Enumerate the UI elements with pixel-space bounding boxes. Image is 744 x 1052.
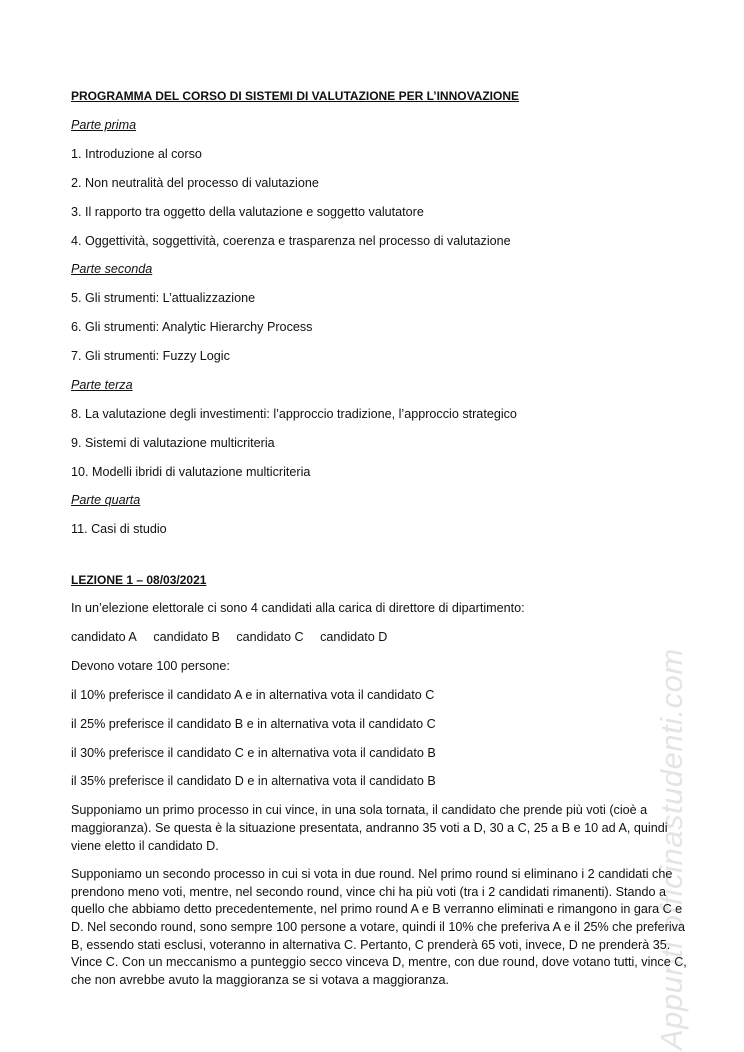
program-item: 10. Modelli ibridi di valutazione multicriteria xyxy=(71,464,311,479)
preference-line: il 35% preferisce il candidato D e in alternativa vota il candidato B xyxy=(71,774,436,789)
course-program-heading: PROGRAMMA DEL CORSO DI SISTEMI DI VALUTAZIONE PER L’INNOVAZIONE xyxy=(71,89,520,103)
lesson-paragraph: Supponiamo un secondo processo in cui si vota in due round. Nel primo round si eliminano i 2 candidati che prendono meno voti, mentre, nel secondo round, vince chi ha più voti (tra i 2 candidati rimanenti). Stando a quello che abbiamo detto precedentemente, nel primo round A e B verranno eliminati e rimangono in gara C e D. Nel secondo round, sono sempre 100 persone a votare, quindi il 10% che preferiva A e il 25% che preferiva B, essendo stati esclusi, voteranno in alternativa C. Pertanto, C prenderà 65 voti, invece, D ne prenderà 35. Vince C. Con un meccanismo a punteggio secco vinceva D, mentre, con due round, dove votano tutti, vince C, che non avrebbe avuto la maggioranza se si votava a maggioranza. xyxy=(71,867,687,987)
document-body xyxy=(71,88,691,1001)
lesson-section xyxy=(71,572,691,989)
program-item: 6. Gli strumenti: Analytic Hierarchy Process xyxy=(71,320,313,335)
lesson-heading: LEZIONE 1 – 08/03/2021 xyxy=(71,573,207,588)
lesson-intro: In un’elezione elettorale ci sono 4 candidati alla carica di direttore di dipartimento: xyxy=(71,601,525,616)
program-item: 2. Non neutralità del processo di valutazione xyxy=(71,175,319,190)
program-item: 1. Introduzione al corso xyxy=(71,146,202,161)
program-item: 9. Sistemi di valutazione multicriteria xyxy=(71,435,275,450)
candidate-label: candidato D xyxy=(320,630,388,645)
candidate-label: candidato A xyxy=(71,630,137,645)
preference-line: il 30% preferisce il candidato C e in alternativa vota il candidato B xyxy=(71,745,436,760)
program-item: 4. Oggettività, soggettività, coerenza e trasparenza nel processo di valutazione xyxy=(71,233,511,248)
part-heading: Parte terza xyxy=(71,377,133,392)
preference-line: il 10% preferisce il candidato A e in alternativa vota il candidato C xyxy=(71,687,435,702)
preference-line: il 25% preferisce il candidato B e in alternativa vota il candidato C xyxy=(71,716,436,731)
part-section xyxy=(71,261,691,366)
voters-line: Devono votare 100 persone: xyxy=(71,658,230,673)
program-item: 8. La valutazione degli investimenti: l’approccio tradizione, l’approccio strategico xyxy=(71,406,517,421)
candidate-label: candidato C xyxy=(236,630,304,645)
part-section xyxy=(71,492,691,539)
watermark-text: Appunti officinastudenti.com xyxy=(654,648,689,1050)
program-item: 5. Gli strumenti: L’attualizzazione xyxy=(71,291,256,306)
lesson-paragraph: Supponiamo un primo processo in cui vince, in una sola tornata, il candidato che prende più voti (cioè a maggioranza). Se questa è la situazione presentata, andranno 35 voti a D, 30 a C, 25 a B e 10 ad A, quindi viene eletto il candidato D. xyxy=(71,803,668,853)
part-heading: Parte prima xyxy=(71,118,137,133)
candidates-line xyxy=(71,629,691,647)
part-heading: Parte seconda xyxy=(71,262,153,277)
section-spacer xyxy=(71,550,691,572)
program-item: 3. Il rapporto tra oggetto della valutazione e soggetto valutatore xyxy=(71,204,424,219)
program-item: 11. Casi di studio xyxy=(71,522,167,537)
part-heading: Parte quarta xyxy=(71,493,141,508)
candidate-label: candidato B xyxy=(153,630,220,645)
part-section xyxy=(71,117,691,250)
part-section xyxy=(71,377,691,482)
program-item: 7. Gli strumenti: Fuzzy Logic xyxy=(71,349,230,364)
